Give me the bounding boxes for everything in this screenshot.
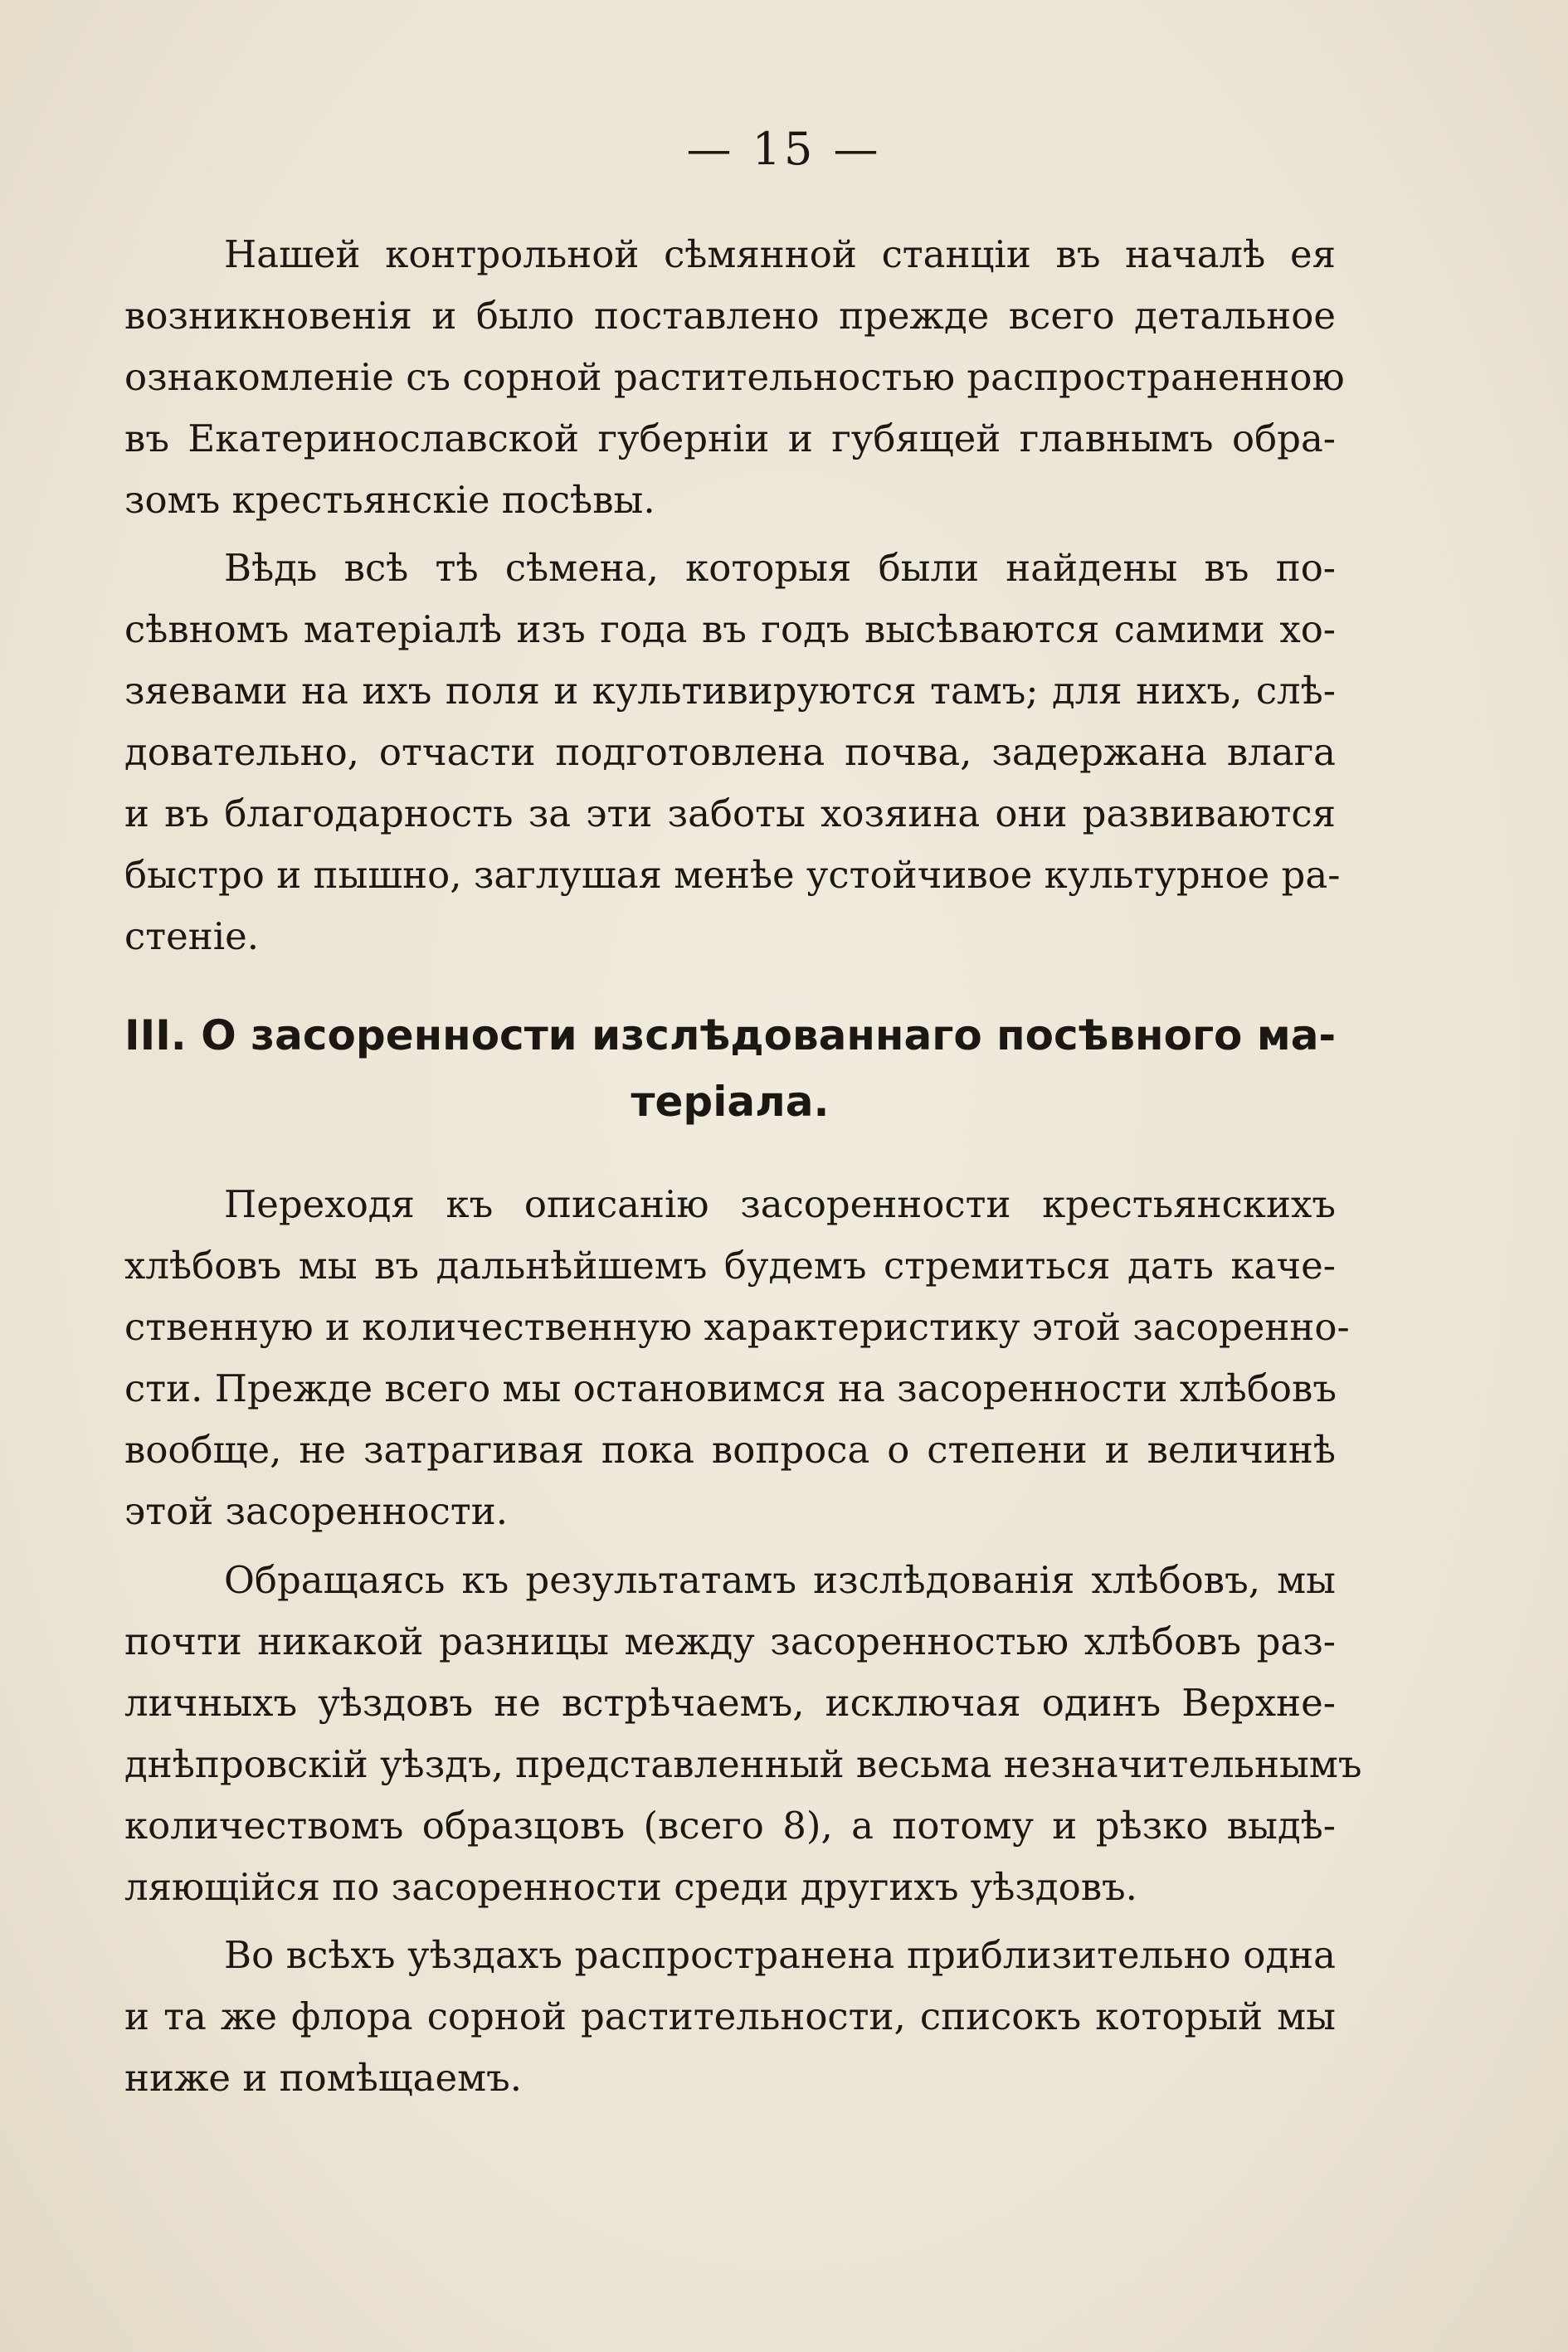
paragraph-line: въ Екатеринославской губерніи и губящей главнымъ обра- xyxy=(124,416,1336,460)
paragraph-line: этой засоренности. xyxy=(124,1489,509,1533)
paragraph-line: стеніе. xyxy=(124,914,260,958)
heading-line: III. О засоренности изслѣдованнаго посѣвного ма- xyxy=(124,1011,1337,1059)
paragraph-line: и въ благодарность за эти заботы хозяина они развиваются xyxy=(124,791,1336,835)
paragraph-line: сѣвномъ матеріалѣ изъ года въ годъ высѣваются самими хо- xyxy=(124,607,1336,651)
paragraph-line: личныхъ уѣздовъ не встрѣчаемъ, исключая одинъ Верхне- xyxy=(124,1681,1336,1725)
paragraph-line: количествомъ образцовъ (всего 8), а потому и рѣзко выдѣ- xyxy=(124,1804,1336,1848)
paragraph-line: ознакомленіе съ сорной растительностью распространенною xyxy=(124,355,1345,399)
paragraph-line: днѣпровскій уѣздъ, представленный весьма незначительнымъ xyxy=(124,1742,1362,1786)
paragraph-line: Вѣдь всѣ тѣ сѣмена, которыя были найдены въ по- xyxy=(224,546,1336,590)
paragraph-line: Переходя къ описанію засоренности крестьянскихъ xyxy=(224,1182,1336,1226)
paragraph-line: ниже и помѣщаемъ. xyxy=(124,2056,523,2100)
paragraph-2 xyxy=(124,538,1341,967)
paragraph-3 xyxy=(124,1174,1350,1542)
paragraph-5 xyxy=(124,1925,1336,2109)
paragraph-line: почти никакой разницы между засоренностью хлѣбовъ раз- xyxy=(124,1619,1336,1663)
paragraph-line: довательно, отчасти подготовлена почва, задержана влага xyxy=(124,730,1336,774)
paragraph-line: Нашей контрольной сѣмянной станціи въ началѣ ея xyxy=(224,232,1336,276)
paragraph-line: и та же флора сорной растительности, списокъ который мы xyxy=(124,1994,1336,2038)
paragraph-line: зомъ крестьянскіе посѣвы. xyxy=(124,478,655,522)
paragraph-line: быстро и пышно, заглушая менѣе устойчивое культурное ра- xyxy=(124,853,1341,897)
paragraph-line: вообще, не затрагивая пока вопроса о степени и величинѣ xyxy=(124,1428,1336,1472)
heading-line: теріала. xyxy=(631,1078,830,1126)
paragraph-line: возникновенія и было поставлено прежде всего детальное xyxy=(124,294,1336,338)
paragraph-line: Во всѣхъ уѣздахъ распространена приблизительно одна xyxy=(224,1933,1336,1977)
paragraph-4 xyxy=(124,1550,1362,1918)
paragraph-1 xyxy=(124,224,1345,531)
paragraph-line: зяевами на ихъ поля и культивируются тамъ; для нихъ, слѣ- xyxy=(124,669,1336,713)
page-number: — 15 — xyxy=(686,123,882,175)
section-heading xyxy=(124,1002,1336,1135)
paragraph-line: хлѣбовъ мы въ дальнѣйшемъ будемъ стремиться дать каче- xyxy=(124,1244,1336,1288)
paragraph-line: Обращаясь къ результатамъ изслѣдованія хлѣбовъ, мы xyxy=(224,1558,1336,1602)
paragraph-line: ляющійся по засоренности среди другихъ уѣздовъ. xyxy=(124,1865,1137,1909)
paragraph-line: сти. Прежде всего мы остановимся на засоренности хлѣбовъ xyxy=(124,1366,1337,1410)
paragraph-line: ственную и количественную характеристику этой засоренно- xyxy=(124,1305,1350,1349)
